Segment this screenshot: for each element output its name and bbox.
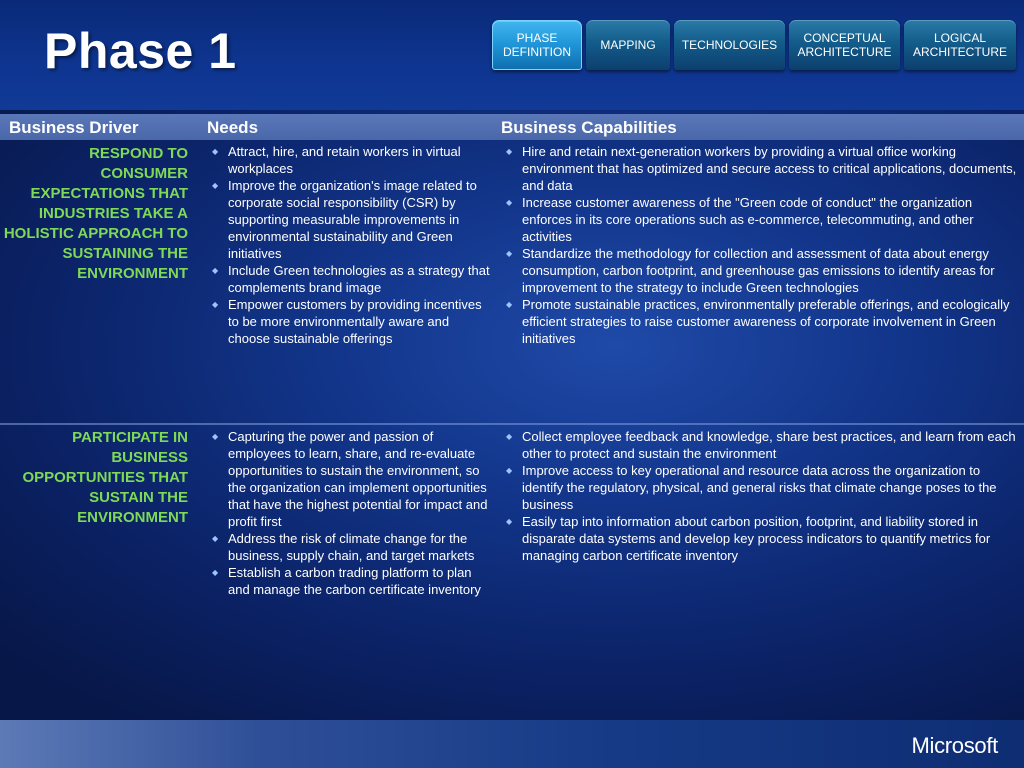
list-item: ◆ Promote sustainable practices, environmentally preferable offerings, and ecologically efficient strategies to raise customer awareness of corporate involvement in Green initiatives — [506, 297, 1010, 346]
microsoft-logo: Microsoft — [911, 733, 998, 758]
list-item: ◆ Increase customer awareness of the "Green code of conduct" the organization enforces in its core operations such as e-commerce, telecommuting, and other activities — [506, 195, 974, 244]
list-item: ◆ Easily tap into information about carbon position, footprint, and liability stored in disparate data systems and develop key process indicators to quantify metrics for managing carbon certificate inventory — [506, 514, 991, 563]
needs-list-1 — [208, 143, 490, 347]
list-item: ◆ Address the risk of climate change for the business, supply chain, and target markets — [212, 531, 475, 563]
bullet-icon: ◆ — [506, 249, 513, 258]
list-item: ◆ Capturing the power and passion of employees to learn, share, and re-evaluate opportunities to sustain the environment, so the organization can implement opportunities that have the highest potential for impact and profit first — [212, 429, 488, 529]
list-item: ◆ Hire and retain next-generation workers by providing a virtual office working environment that has optimized and secure access to critical applications, documents, and data — [506, 144, 1017, 193]
bullet-icon: ◆ — [212, 181, 219, 190]
bullet-icon: ◆ — [212, 568, 219, 577]
bullet-icon: ◆ — [212, 266, 219, 275]
list-item: ◆ Include Green technologies as a strategy that complements brand image — [212, 263, 490, 295]
business-driver-2: PARTICIPATE IN BUSINESS OPPORTUNITIES THAT SUSTAIN THE ENVIRONMENT — [22, 429, 188, 526]
tab-conceptual-architecture[interactable]: CONCEPTUAL ARCHITECTURE — [789, 20, 900, 70]
bullet-icon: ◆ — [506, 432, 513, 441]
list-item: ◆ Empower customers by providing incentives to be more environmentally aware and choose sustainable offerings — [212, 297, 482, 346]
row-divider — [0, 423, 1024, 425]
bullet-icon: ◆ — [506, 300, 513, 309]
tab-phase-definition[interactable]: PHASE DEFINITION — [492, 20, 582, 70]
bullet-icon: ◆ — [506, 517, 513, 526]
page-title: Phase 1 — [44, 23, 237, 79]
list-item: ◆ Attract, hire, and retain workers in virtual workplaces — [212, 144, 461, 176]
bullet-icon: ◆ — [506, 147, 513, 156]
tab-technologies[interactable]: TECHNOLOGIES — [674, 20, 785, 70]
list-item: ◆ Improve the organization's image related to corporate social responsibility (CSR) by supporting measurable improvements in environmental sustainability and Green initiatives — [212, 178, 477, 261]
capabilities-list-2 — [502, 428, 1018, 564]
bullet-icon: ◆ — [212, 300, 219, 309]
bullet-icon: ◆ — [506, 466, 513, 475]
header-business-driver: Business Driver — [9, 118, 139, 137]
tab-logical-architecture[interactable]: LOGICAL ARCHITECTURE — [904, 20, 1016, 70]
list-item: ◆ Improve access to key operational and resource data across the organization to identify the regulatory, physical, and general risks that climate change poses to the business — [506, 463, 997, 512]
table-header — [0, 114, 1024, 140]
footer-bar — [0, 720, 1024, 768]
bullet-icon: ◆ — [212, 432, 219, 441]
header-needs: Needs — [207, 118, 259, 137]
list-item: ◆ Collect employee feedback and knowledge, share best practices, and learn from each other to protect and sustain the environment — [506, 429, 1016, 461]
capabilities-list-1 — [502, 143, 1018, 347]
bullet-icon: ◆ — [506, 198, 513, 207]
header-business-capabilities: Business Capabilities — [501, 118, 677, 137]
list-item: ◆ Standardize the methodology for collection and assessment of data about energy consumption, carbon footprint, and greenhouse gas emissions to identify areas for improvement to the strategy to include Green technologies — [506, 246, 995, 295]
bullet-icon: ◆ — [212, 534, 219, 543]
list-item: ◆ Establish a carbon trading platform to plan and manage the carbon certificate inventory — [212, 565, 481, 597]
needs-list-2 — [208, 428, 490, 598]
bullet-icon: ◆ — [212, 147, 219, 156]
tab-mapping[interactable]: MAPPING — [586, 20, 670, 70]
business-driver-1: RESPOND TO CONSUMER EXPECTATIONS THAT INDUSTRIES TAKE A HOLISTIC APPROACH TO SUSTAINING THE ENVIRONMENT — [3, 145, 188, 282]
